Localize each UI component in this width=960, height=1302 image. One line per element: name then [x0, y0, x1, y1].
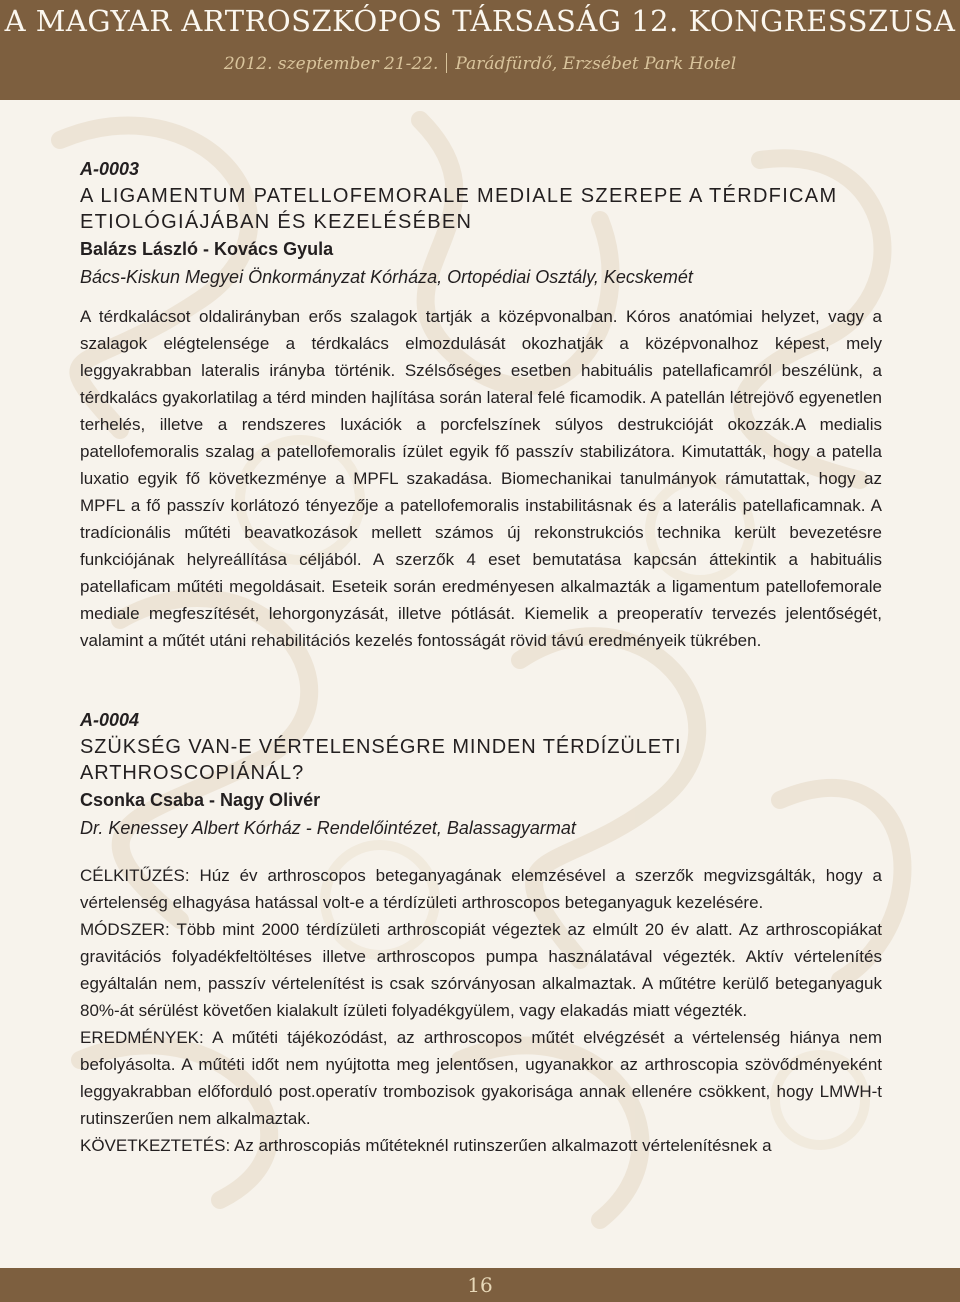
abstract-objective: CÉLKITŰZÉS: Húz év arthroscopos beteganyagának elemzésével a szerzők megvizsgálták, hogy a vértelenség elhagyása hatással volt-e a térdízületi arthroscopos beteganyaguk kezelésére.	[80, 866, 882, 912]
abstract-id: A-0003	[80, 159, 140, 179]
footer-bar	[0, 1268, 960, 1302]
abstract-id: A-0004	[80, 710, 140, 730]
abstract	[80, 706, 882, 1159]
abstract-affiliation: Dr. Kenessey Albert Kórház - Rendelőintézet, Balassagyarmat	[80, 818, 576, 838]
congress-title: A MAGYAR ARTROSZKÓPOS TÁRSASÁG 12. KONGRESSZUSA	[4, 4, 956, 38]
abstract-authors: Csonka Csaba - Nagy Olivér	[80, 790, 321, 810]
page-content	[80, 155, 882, 1159]
abstract	[80, 155, 882, 654]
spacer	[80, 654, 882, 706]
congress-date-venue	[0, 53, 960, 74]
abstract-affiliation: Bács-Kiskun Megyei Önkormányzat Kórháza, Ortopédiai Osztály, Kecskemét	[80, 267, 693, 287]
abstract-title-line1: SZÜKSÉG VAN-E VÉRTELENSÉGRE MINDEN TÉRDÍZÜLETI ARTHROSCOPIÁNÁL?	[80, 736, 682, 784]
abstract-title-line1: A LIGAMENTUM PATELLOFEMORALE MEDIALE SZEREPE A TÉRDFICAM	[80, 185, 838, 207]
abstract-title-line2: ETIOLÓGIÁJÁBAN ÉS KEZELÉSÉBEN	[80, 211, 473, 233]
abstract-authors: Balázs László - Kovács Gyula	[80, 239, 334, 259]
header-banner	[0, 0, 960, 100]
abstract-body	[80, 862, 882, 1159]
abstract-method: MÓDSZER: Több mint 2000 térdízületi arthroscopiát végeztek az elmúlt 20 év alatt. Az arthroscopiákat gravitációs folyadékfeltöltéses illetve arthroscopos pumpa használatával végezték. Aktív vértelenítés egyáltalán nem, passzív vértelenítést is csak szórványosan alkalmaztak. A műtétre kerülő beteganyaguk 80%-át sérülést követően kialakult ízületi folyadékgyülem, vagy elakadás miatt végezték.	[80, 920, 882, 1020]
abstract-conclusion: KÖVETKEZTETÉS: Az arthroscopiás műtéteknél rutinszerűen alkalmazott vértelenítésnek a	[80, 1136, 772, 1155]
abstract-results: EREDMÉNYEK: A műtéti tájékozódást, az arthroscopos műtét elvégzését a vértelenség hiánya nem befolyásolta. A műtéti időt nem nyújtotta meg jelentősen, ugyanakkor az arthroscopia szövődményeként leggyakrabban előforduló post.operatív trombozisok gyakorisága annak ellenére csökkent, hogy LMWH-t rutinszerűen nem alkalmaztak.	[80, 1028, 882, 1128]
spacer	[80, 842, 882, 862]
abstract-paragraph: A térdkalácsot oldalirányban erős szalagok tartják a középvonalban. Kóros anatómiai helyzet, vagy a szalagok elégtelensége a térdkalács elmozdulását okozhatják a középvonalhoz képest, mely leggyakrabban lateralis irányba történik. Szélsőséges esetben habituális patellaficamról beszélünk, a térdkalács gyakorlatilag a térd minden hajlítása során lateral felé ficamodik. A patellán létrejövő egyenetlen terhelés, illetve a rendszeres luxációk a porcfelszínek súlyos destrukcióját okozzák.A medialis patellofemoralis szalag a patellofemoralis ízület egyik fő passzív stabilizátora. Kimutatták, hogy a patella luxatio egyik fő következménye a MPFL szakadása. Biomechanikai tanulmányok rámutattak, hogy az MPFL a fő passzív korlátozó tényezője a patellofemoralis instabilitásnak és a laterális patellaficamnak. A tradícionális műtéti beavatkozások mellett számos új rekonstrukciós technika került bevezetésre funkciójának helyreállítása céljából. A szerzők 4 eset bemutatása kapcsán áttekintik a habituális patellaficam műtéti megoldásait. Eseteik során eredményesen alkalmazták a ligamentum patellofemorale mediale megfeszítését, lehorgonyzását, illetve pótlását. Kiemelik a preoperatív tervezés jelentőségét, valamint a műtét utáni rehabilitációs kezelés fontosságát rövid távú eredményeik tükrében.	[80, 307, 882, 650]
congress-date: 2012. szeptember 21-22.	[223, 54, 439, 74]
separator	[446, 53, 447, 73]
congress-venue: Parádfürdő, Erzsébet Park Hotel	[455, 54, 737, 74]
abstract-body	[80, 303, 882, 654]
page-number: 16	[467, 1273, 493, 1297]
